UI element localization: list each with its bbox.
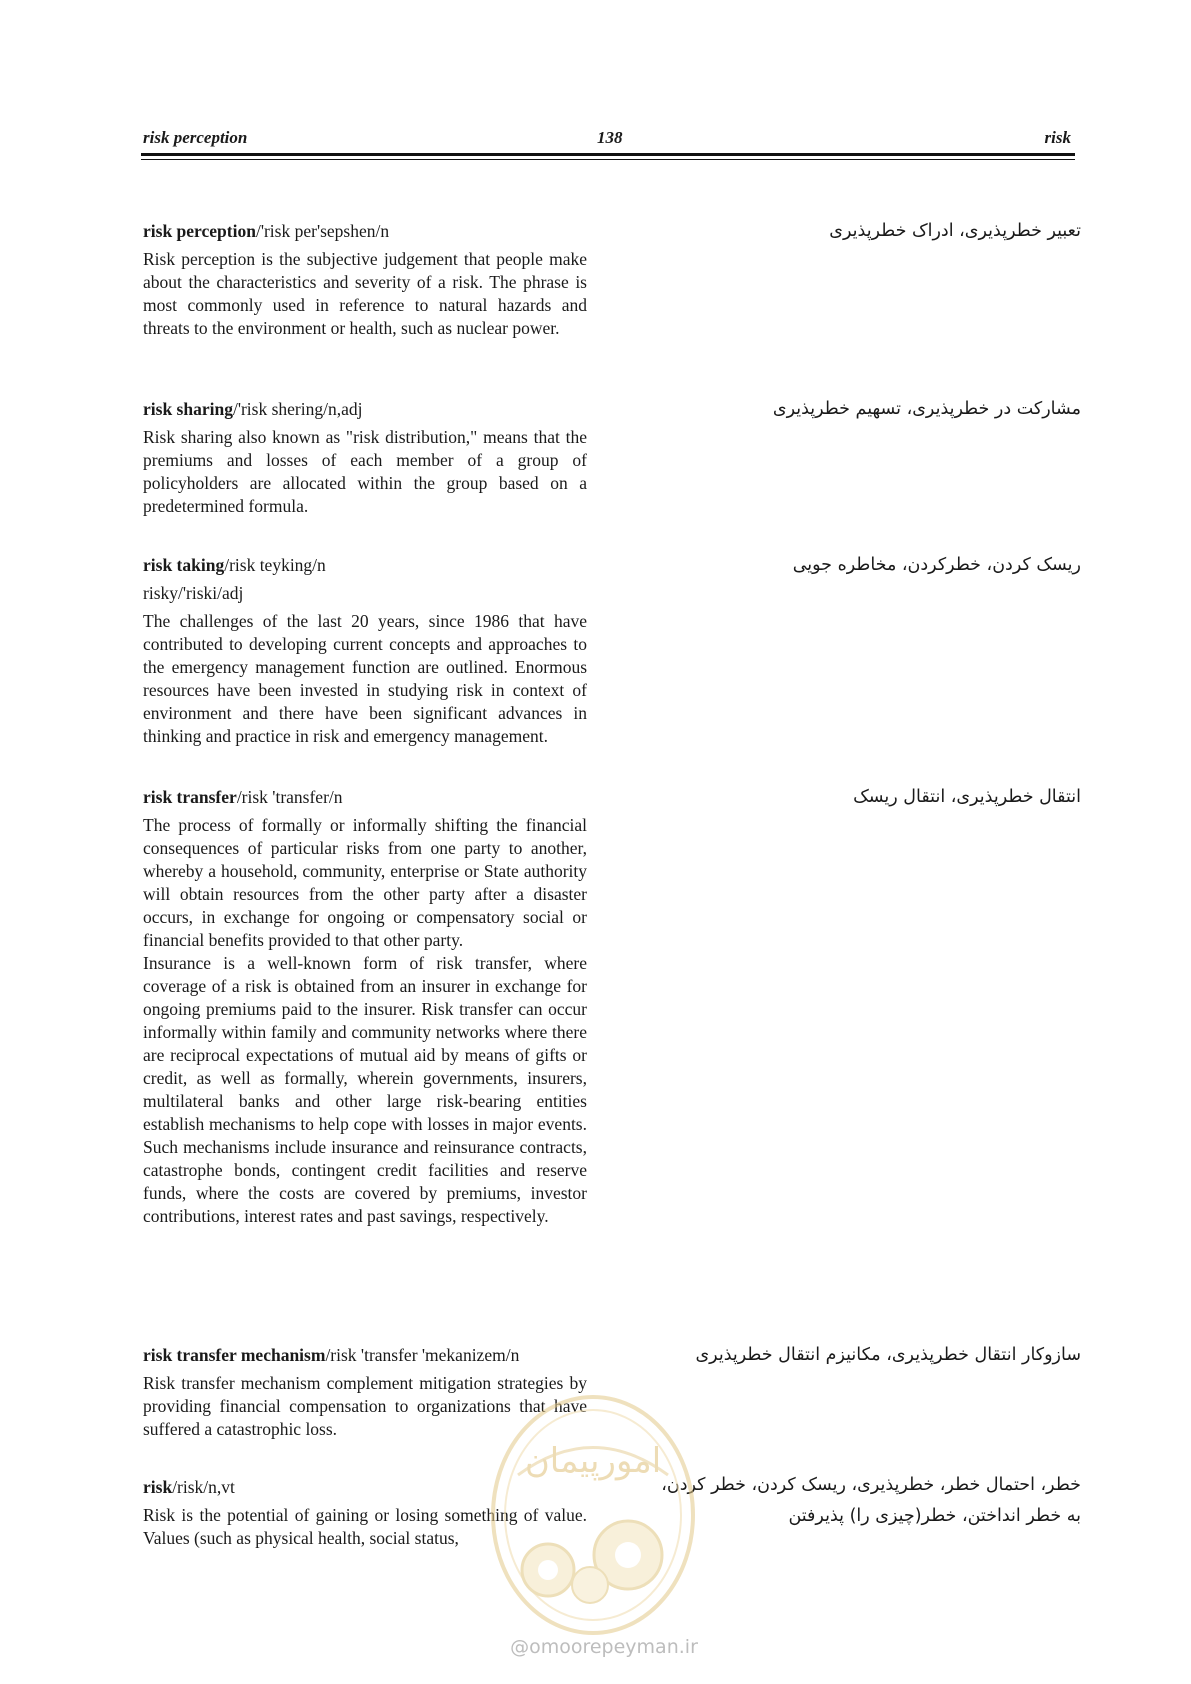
- pronunciation: /risk 'transfer 'mekanizem/n: [325, 1345, 520, 1365]
- entry-title: [143, 1344, 587, 1366]
- persian-equivalent: سازوکار انتقال خطرپذیری، مکانیزم انتقال خطرپذیری: [695, 1345, 1081, 1365]
- headword: risk taking: [143, 555, 225, 575]
- definition: The process of formally or informally shifting the financial consequences of particular risks from one party to another, whereby a household, community, enterprise or State authority will obtain resources from the other party after a disaster occurs, in exchange for ongoing or compensatory social or financial benefits provided to that other party.: [143, 815, 587, 950]
- pronunciation: /'risk shering/n,adj: [232, 399, 363, 419]
- entry-title: [143, 554, 587, 576]
- headword: risk: [143, 1477, 173, 1497]
- persian-equivalent: ریسک کردن، خطرکردن، مخاطره جویی: [792, 555, 1081, 575]
- definition: Risk transfer mechanism complement mitigation strategies by providing financial compensation to organizations that have suffered a catastrophic loss.: [143, 1373, 587, 1439]
- header-rule-thin: [141, 159, 1075, 160]
- persian-equivalent: انتقال خطرپذیری، انتقال ریسک: [853, 787, 1081, 807]
- definition: Risk sharing also known as "risk distribution," means that the premiums and losses of each member of a group of policyholders are allocated within the group based on a predetermined formula.: [143, 427, 587, 516]
- entry-risk-sharing: [143, 398, 587, 518]
- definition: Risk perception is the subjective judgement that people make about the characteristics and severity of a risk. The phrase is most commonly used in reference to natural hazards and threats to the environment or health, such as nuclear power.: [143, 249, 587, 338]
- header-rule-thick: [141, 153, 1075, 156]
- watermark-url: @omoorepeyman.ir: [510, 1636, 698, 1658]
- entry-title: [143, 220, 587, 242]
- definition: The challenges of the last 20 years, since 1986 that have contributed to developing current concepts and approaches to the emergency management function are outlined. Enormous resources have been invested in studying risk in context of environment and there have been significant advances in thinking and practice in risk and emergency management.: [143, 611, 587, 746]
- watermark-logo: [478, 1380, 708, 1640]
- persian-equivalent: مشارکت در خطرپذیری، تسهیم خطرپذیری: [772, 399, 1081, 419]
- entry-title: [143, 398, 587, 420]
- headword: risk transfer: [143, 787, 237, 807]
- derived-form: risky/'riski/adj: [143, 583, 244, 603]
- pronunciation: /risk teyking/n: [224, 555, 326, 575]
- header-right-guide-word: risk: [1044, 128, 1071, 147]
- pronunciation: /risk 'transfer/n: [236, 787, 343, 807]
- persian-equivalent: تعبیر خطرپذیری، ادراک خطرپذیری: [829, 221, 1081, 241]
- persian-line-2: به خطر انداختن، خطر(چیزی را) پذیرفتن: [788, 1506, 1081, 1526]
- definition: Risk is the potential of gaining or losing something of value. Values (such as physical health, social status,: [143, 1505, 587, 1548]
- headword: risk transfer mechanism: [143, 1345, 326, 1365]
- definition-continued: Insurance is a well-known form of risk transfer, where coverage of a risk is obtained from an insurer in exchange for ongoing premiums paid to the insurer. Risk transfer can occur informally within family and community networks where there are reciprocal expectations of mutual aid by means of gifts or credit, as well as formally, wherein governments, insurers, multilateral banks and other large risk-bearing entities establish mechanisms to help cope with losses in major events. Such mechanisms include insurance and reinsurance contracts, catastrophe bonds, contingent credit facilities and reserve funds, where the costs are covered by premiums, investor contributions, interest rates and past savings, respectively.: [143, 953, 587, 1226]
- pronunciation: /'risk per'sepshen/n: [255, 221, 390, 241]
- header-left-guide-word: risk perception: [143, 128, 248, 147]
- page-number: 138: [597, 128, 623, 147]
- persian-line-1: خطر، احتمال خطر، خطرپذیری، ریسک کردن، خطر کردن،: [661, 1475, 1081, 1495]
- entry-risk-taking: [143, 554, 587, 748]
- watermark-logo-text: امورپیمان: [524, 1441, 662, 1481]
- headword: risk perception: [143, 221, 256, 241]
- entry-risk-perception: [143, 220, 587, 340]
- running-header: [141, 128, 1075, 158]
- headword: risk sharing: [143, 399, 233, 419]
- pronunciation: /risk/n,vt: [172, 1477, 235, 1497]
- entry-title: [143, 786, 587, 808]
- entry-risk-transfer: [143, 786, 587, 1228]
